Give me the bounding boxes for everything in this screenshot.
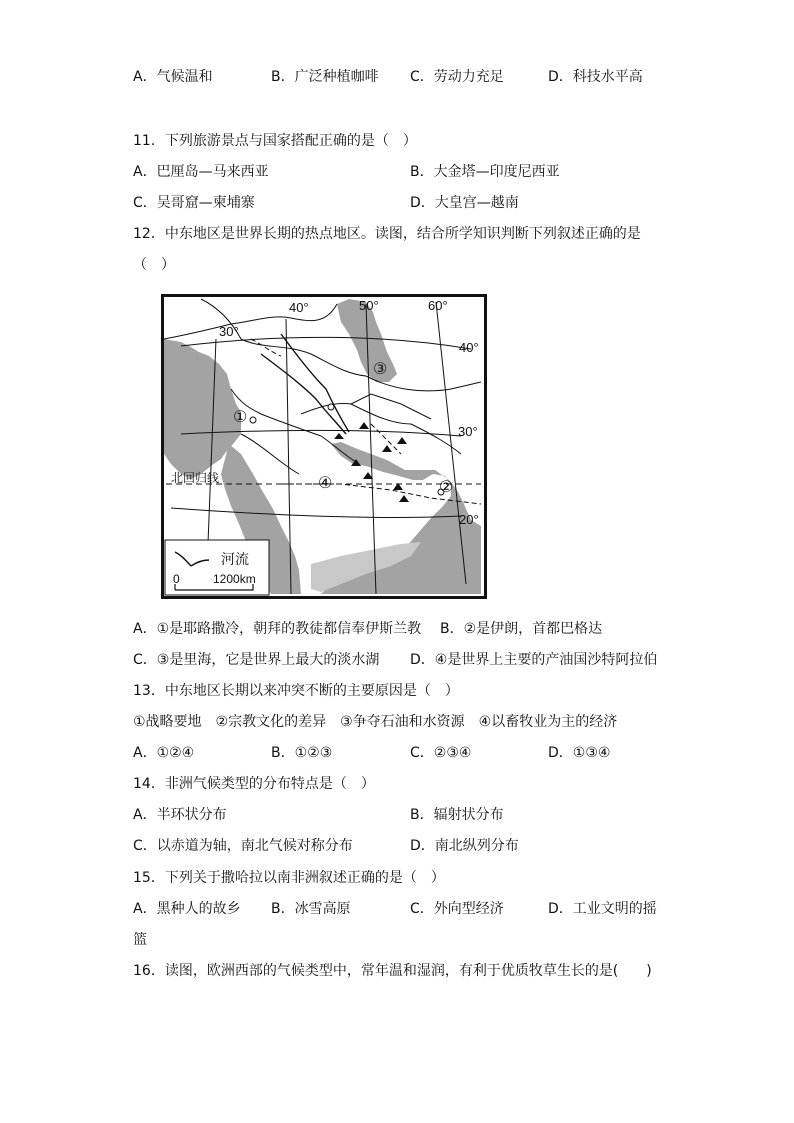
label-lon-60: 60° [428, 298, 448, 313]
city-marker-1 [250, 417, 256, 423]
q15-option-b: B．冰雪高原 [271, 901, 351, 917]
q12-stem-bracket: （ ） [133, 257, 175, 273]
q12-option-a: A．①是耶路撒冷，朝拜的教徒都信奉伊斯兰教 [133, 621, 422, 637]
q14-option-d: D．南北纵列分布 [410, 838, 519, 854]
middle-east-map [161, 294, 487, 599]
q14-option-a: A．半环状分布 [133, 807, 227, 823]
q11-option-b: B．大金塔—印度尼西亚 [410, 164, 560, 180]
label-lon-40: 40° [289, 300, 309, 315]
q11-option-d: D．大皇宫—越南 [410, 195, 519, 211]
q13-stem: 13．中东地区长期以来冲突不断的主要原因是（ ） [133, 683, 459, 699]
q10-option-c: C．劳动力充足 [410, 69, 504, 85]
q12-option-d: D．④是世界上主要的产油国沙特阿拉伯 [410, 652, 658, 668]
legend-river-label: 河流 [221, 552, 249, 568]
q15-option-d-continued: 篮 [133, 932, 147, 948]
q15-stem: 15．下列关于撒哈拉以南非洲叙述正确的是（ ） [133, 870, 445, 886]
q10-option-b: B．广泛种植咖啡 [271, 69, 379, 85]
q13-option-b: B．①②③ [271, 745, 333, 761]
label-lat-30-left: 30° [219, 324, 239, 339]
q11-option-c: C．吴哥窟—柬埔寨 [133, 195, 255, 211]
q10-option-d: D．科技水平高 [548, 69, 643, 85]
q13-choices: ①战略要地 ②宗教文化的差异 ③争夺石油和水资源 ④以畜牧业为主的经济 [133, 714, 618, 730]
q13-option-c: C．②③④ [410, 745, 472, 761]
q12-option-b: B．②是伊朗，首都巴格达 [440, 621, 603, 637]
q12-option-c: C．③是里海，它是世界上最大的淡水湖 [133, 652, 380, 668]
q11-stem: 11．下列旅游景点与国家搭配正确的是（ ） [133, 133, 417, 149]
label-marker-4: ④ [318, 475, 333, 492]
q14-stem: 14．非洲气候类型的分布特点是（ ） [133, 776, 375, 792]
label-lon-50: 50° [359, 298, 379, 313]
q13-option-d: D．①③④ [548, 745, 611, 761]
q15-option-c: C．外向型经济 [410, 901, 504, 917]
q12-stem: 12．中东地区是世界长期的热点地区。读图，结合所学知识判断下列叙述正确的是 [133, 226, 641, 242]
q14-option-c: C．以赤道为轴，南北气候对称分布 [133, 838, 353, 854]
label-marker-2: ② [439, 479, 454, 496]
q11-option-a: A．巴厘岛—马来西亚 [133, 164, 269, 180]
label-lat-40: 40° [459, 340, 479, 355]
q13-option-a: A．①②④ [133, 745, 195, 761]
q16-stem: 16．读图，欧洲西部的气候类型中，常年温和湿润，有利于优质牧草生长的是( ) [133, 963, 652, 979]
scale-zero-label: 0 [173, 572, 180, 586]
city-marker-baghdad [328, 404, 334, 410]
q15-option-d: D．工业文明的摇 [548, 901, 657, 917]
label-marker-3: ③ [373, 361, 388, 378]
q15-option-a: A．黑种人的故乡 [133, 901, 241, 917]
label-lat-20: 20° [459, 512, 479, 527]
label-tropic-of-cancer: 北回归线 [171, 471, 220, 485]
q14-option-b: B．辐射状分布 [410, 807, 504, 823]
scale-value-label: 1200km [213, 572, 256, 586]
label-lat-30-right: 30° [458, 424, 478, 439]
q10-option-a: A．气候温和 [133, 69, 213, 85]
label-marker-1: ① [233, 409, 248, 426]
